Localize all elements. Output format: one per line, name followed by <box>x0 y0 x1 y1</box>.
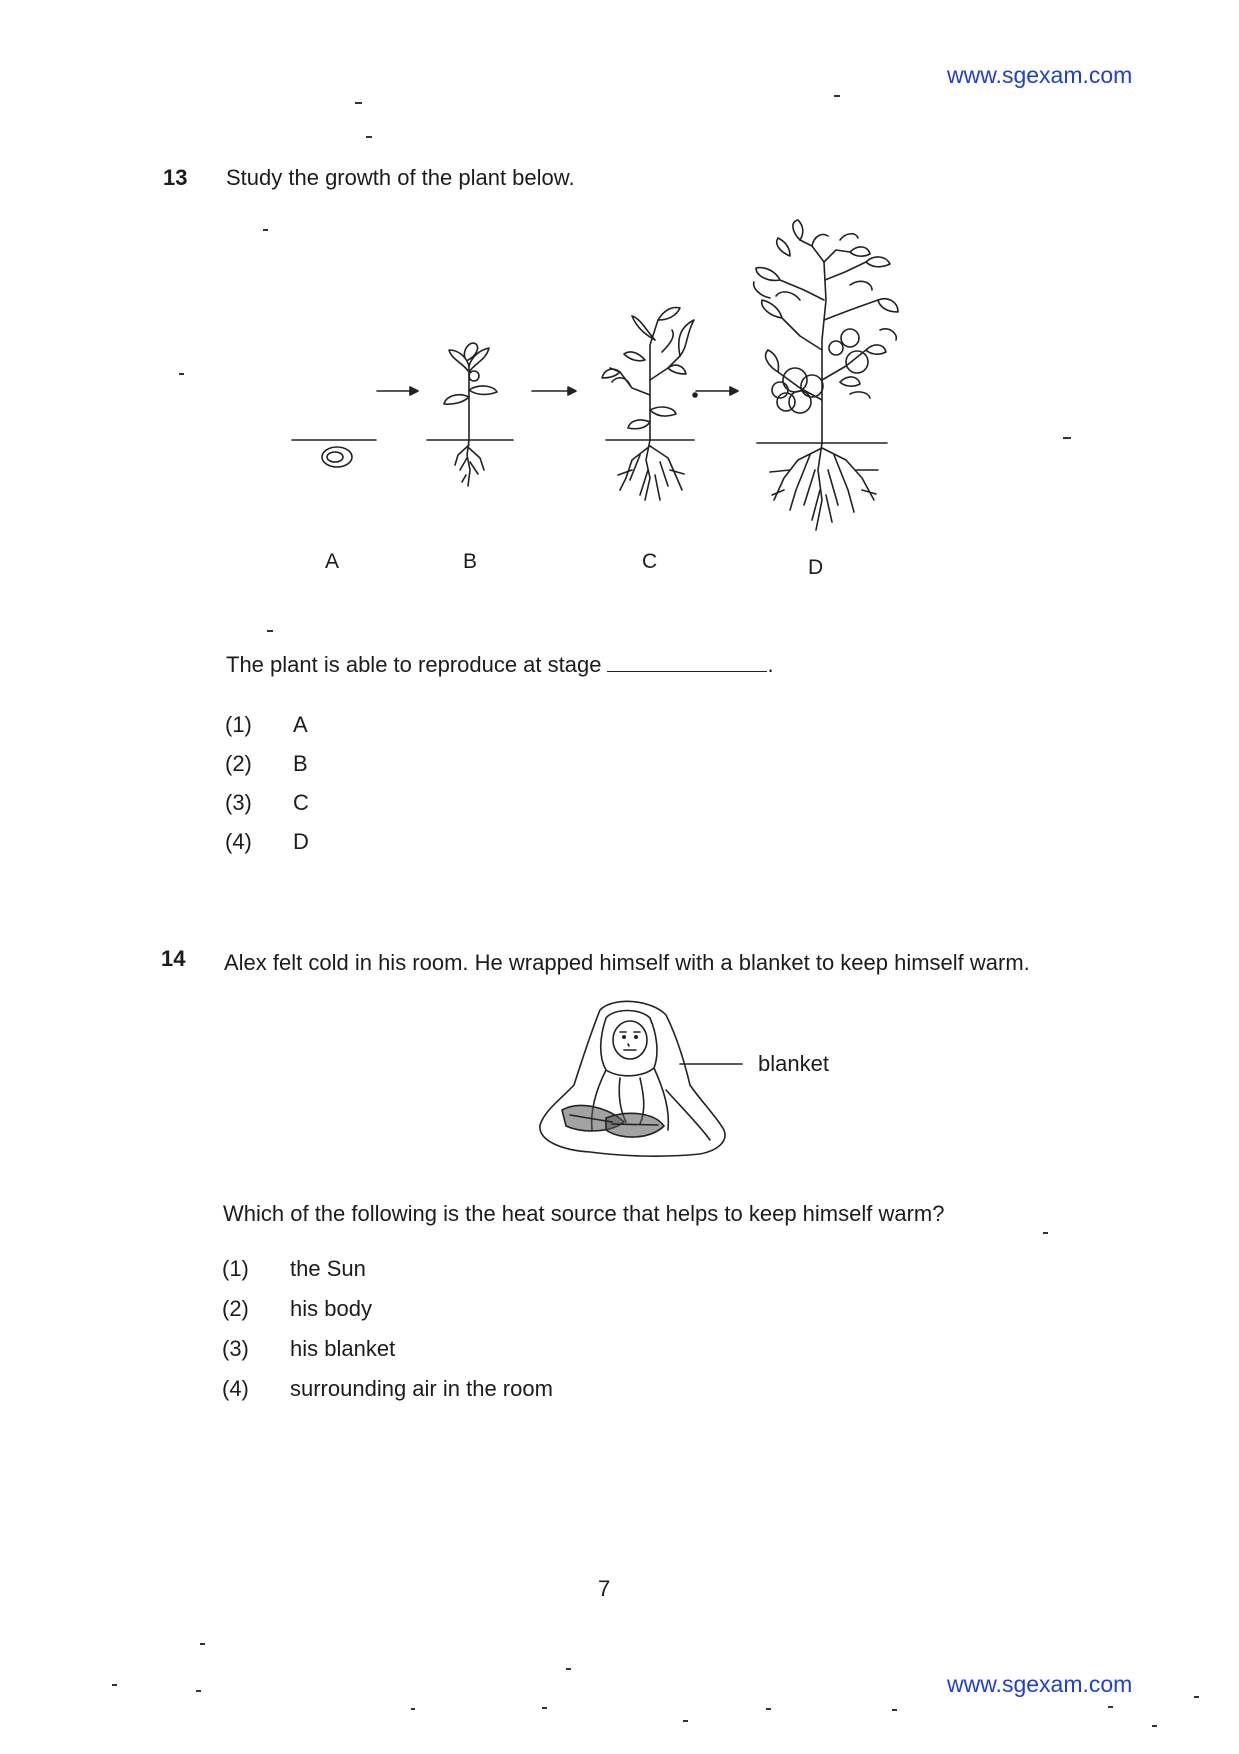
scan-speck <box>1152 1725 1157 1727</box>
scan-speck <box>766 1708 771 1710</box>
q13-option-2-text: B <box>293 751 308 776</box>
q14-option-2-number: (2) <box>222 1296 249 1321</box>
question-13-number: 13 <box>163 165 188 190</box>
q14-option-4-number: (4) <box>222 1376 249 1401</box>
scan-speck <box>200 1643 205 1645</box>
stage-label-b: B <box>463 550 478 573</box>
q13-option-1-text: A <box>293 712 308 737</box>
q14-option-1-number: (1) <box>222 1256 249 1281</box>
scan-speck <box>834 95 840 97</box>
q13-option-4-text: D <box>293 829 309 854</box>
scan-speck <box>892 1709 897 1711</box>
scan-speck <box>411 1708 415 1710</box>
stage-label-c: C <box>642 550 658 573</box>
scan-speck <box>1194 1696 1199 1698</box>
question-13-stem-text: The plant is able to reproduce at stage <box>226 652 602 677</box>
scan-speck <box>1043 1232 1048 1234</box>
q13-option-3-text: C <box>293 790 309 815</box>
scan-speck <box>1063 437 1071 439</box>
question-13-stem-end: . <box>767 652 774 677</box>
q14-option-2-text: his body <box>290 1296 372 1321</box>
q14-option-3-number: (3) <box>222 1336 249 1361</box>
stage-label-d: D <box>808 556 824 579</box>
question-14-prompt: Alex felt cold in his room. He wrapped himself with a blanket to keep himself warm. <box>224 950 1030 975</box>
q14-option-3-text: his blanket <box>290 1336 396 1361</box>
scan-speck <box>355 102 362 104</box>
scan-speck <box>366 136 372 138</box>
scan-speck <box>263 229 268 231</box>
question-13-prompt: Study the growth of the plant below. <box>226 165 575 190</box>
scan-speck <box>683 1720 688 1722</box>
q13-option-2-number: (2) <box>225 751 252 776</box>
scan-speck <box>179 373 184 375</box>
scan-speck <box>196 1690 201 1692</box>
site-footer-link[interactable]: www.sgexam.com <box>947 1671 1133 1697</box>
blanket-label: blanket <box>758 1051 829 1076</box>
scan-speck <box>566 1668 571 1670</box>
scan-speck <box>112 1684 117 1686</box>
q14-option-4-text: surrounding air in the room <box>290 1376 553 1401</box>
q13-option-3-number: (3) <box>225 790 252 815</box>
scan-speck <box>542 1707 547 1709</box>
question-14-number: 14 <box>161 946 186 971</box>
page-number: 7 <box>598 1576 611 1601</box>
q13-option-4-number: (4) <box>225 829 252 854</box>
scan-speck <box>1108 1706 1113 1708</box>
scan-speck <box>267 630 273 632</box>
q13-option-1-number: (1) <box>225 712 252 737</box>
question-14-stem: Which of the following is the heat source that helps to keep himself warm? <box>223 1201 945 1226</box>
stage-label-a: A <box>325 550 340 573</box>
site-header-link[interactable]: www.sgexam.com <box>947 62 1133 88</box>
q14-option-1-text: the Sun <box>290 1256 366 1281</box>
